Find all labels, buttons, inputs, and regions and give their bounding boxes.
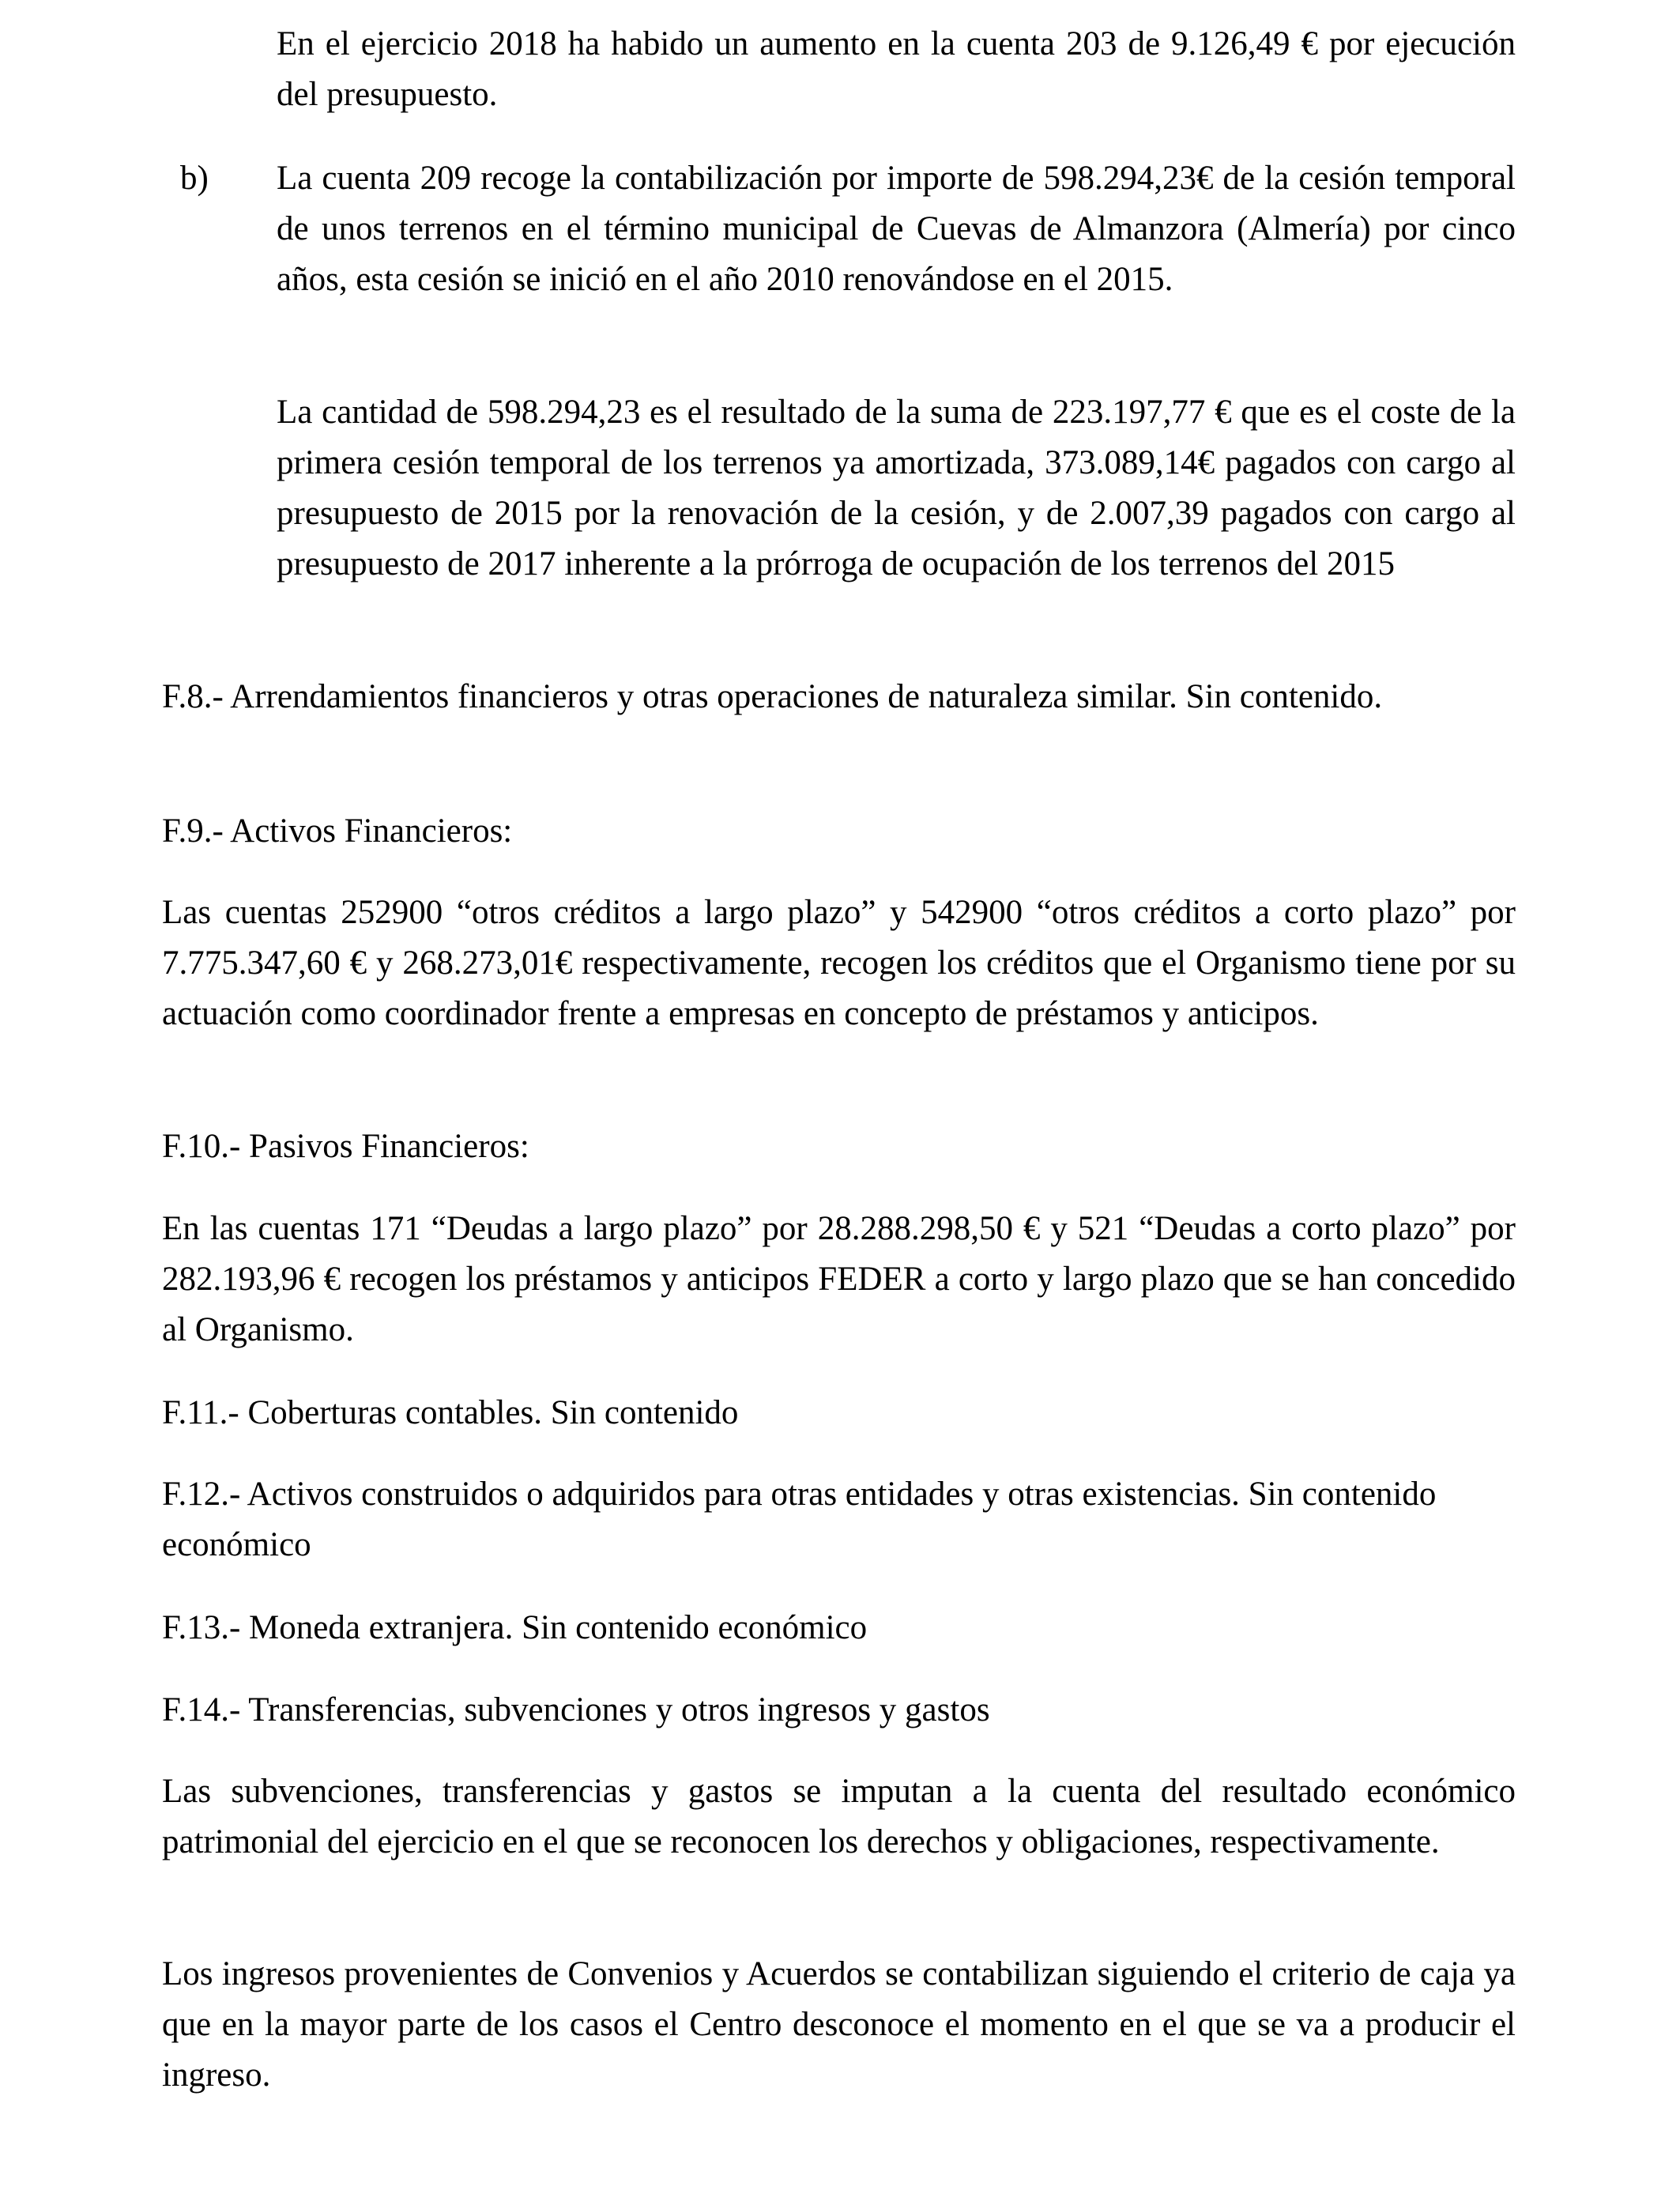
section-f14-text-2: Los ingresos provenientes de Convenios y Acuerdos se contabilizan siguiendo el criterio de caja ya que en la mayor parte de los casos el Centro desconoce el momento en el que se va a producir el ingreso.	[162, 1955, 1516, 2094]
paragraph-cuenta-203: En el ejercicio 2018 ha habido un aumento en la cuenta 203 de 9.126,49 € por ejecución del presupuesto.	[277, 25, 1516, 113]
list-item-b-cuenta-209: La cuenta 209 recoge la contabilización por importe de 598.294,23€ de la cesión temporal de unos terrenos en el término municipal de Cuevas de Almanzora (Almería) por cinco años, esta cesión se inició en el año 2010 renovándose en el 2015.	[277, 160, 1516, 298]
section-f11: F.11.- Coberturas contables. Sin contenido	[162, 1394, 739, 1431]
section-f14-heading: F.14.- Transferencias, subvenciones y otros ingresos y gastos	[162, 1691, 990, 1728]
section-f8: F.8.- Arrendamientos financieros y otras operaciones de naturaleza similar. Sin contenido.	[162, 678, 1383, 715]
section-f13: F.13.- Moneda extranjera. Sin contenido económico	[162, 1609, 868, 1646]
section-f12: F.12.- Activos construidos o adquiridos para otras entidades y otras existencias. Sin contenido económico	[162, 1476, 1437, 1563]
paragraph-cantidad: La cantidad de 598.294,23 es el resultado de la suma de 223.197,77 € que es el coste de la primera cesión temporal de los terrenos ya amortizada, 373.089,14€ pagados con cargo al presupuesto de 2015 por la renovación de la cesión, y de 2.007,39 pagados con cargo al presupuesto de 2017 inherente a la prórroga de ocupación de los terrenos del 2015	[277, 394, 1516, 582]
section-f10-heading: F.10.- Pasivos Financieros:	[162, 1128, 529, 1165]
list-marker-b: b)	[180, 160, 209, 197]
section-f14-text-1: Las subvenciones, transferencias y gastos se imputan a la cuenta del resultado económico patrimonial del ejercicio en el que se reconocen los derechos y obligaciones, respectivamente.	[162, 1773, 1516, 1860]
section-f10-text: En las cuentas 171 “Deudas a largo plazo” por 28.288.298,50 € y 521 “Deudas a corto plazo” por 282.193,96 € recogen los préstamos y anticipos FEDER a corto y largo plazo que se han concedido al Organismo.	[162, 1210, 1516, 1348]
section-f9-text: Las cuentas 252900 “otros créditos a largo plazo” y 542900 “otros créditos a corto plazo” por 7.775.347,60 € y 268.273,01€ respectivamente, recogen los créditos que el Organismo tiene por su actuación como coordinador frente a empresas en concepto de préstamos y anticipos.	[162, 894, 1516, 1032]
section-f9-heading: F.9.- Activos Financieros:	[162, 812, 513, 850]
